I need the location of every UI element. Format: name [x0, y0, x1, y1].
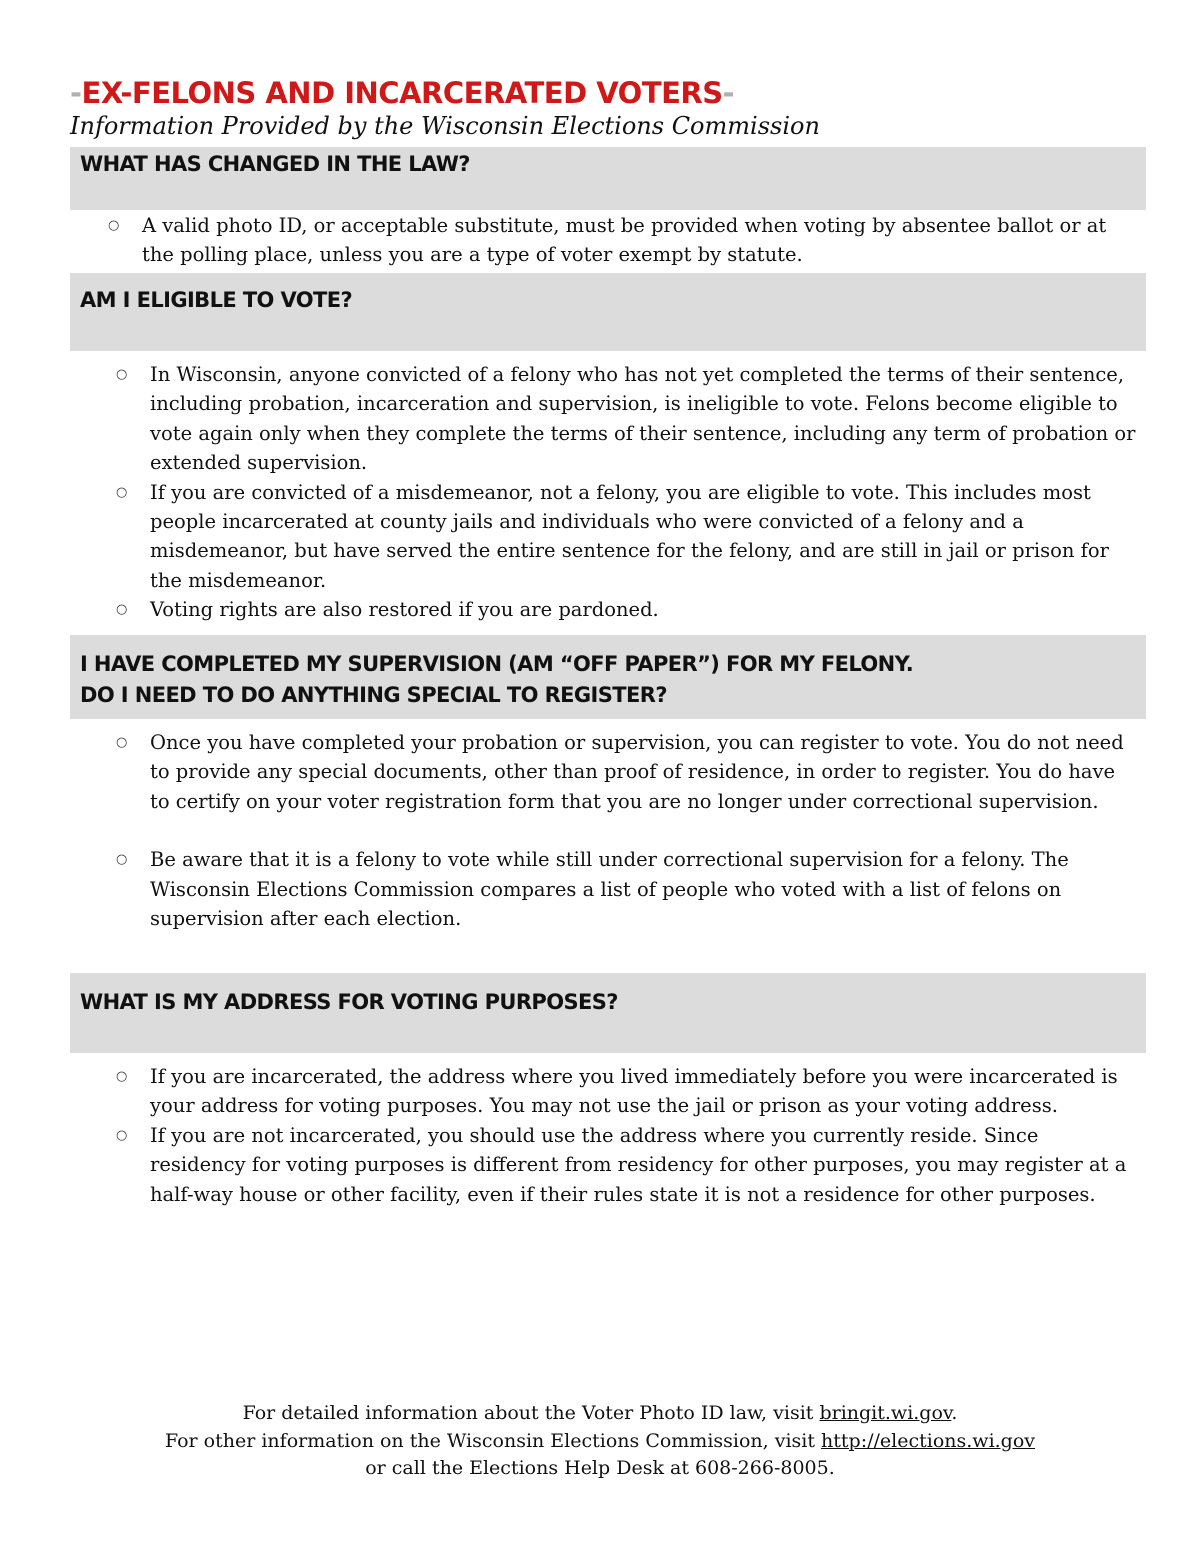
section-list-address — [0, 1062, 1200, 1209]
list-item-text: Voting rights are also restored if you are pardoned. — [150, 598, 659, 622]
list-item-text: If you are incarcerated, the address where you lived immediately before you were incarcerated is your address for voting purposes. You may not use the jail or prison as your voting address. — [150, 1065, 1118, 1118]
section-list-law-change — [0, 211, 1200, 270]
bullet-icon: ○ — [116, 602, 128, 618]
bullet-icon: ○ — [116, 852, 128, 868]
footer-line-photo-id — [0, 1400, 1200, 1428]
section-heading-line1: I HAVE COMPLETED MY SUPERVISION (AM “OFF PAPER”) FOR MY FELONY. — [80, 652, 914, 676]
bullet-icon: ○ — [116, 367, 128, 382]
list-item — [0, 1121, 1200, 1209]
section-header-eligibility — [70, 273, 1146, 351]
section-header-address — [70, 973, 1146, 1053]
title-text: EX-FELONS AND INCARCERATED VOTERS — [81, 76, 723, 110]
bullet-icon: ○ — [116, 735, 128, 750]
list-item — [0, 1062, 1200, 1121]
page-title — [70, 76, 734, 110]
bullet-icon: ○ — [116, 484, 128, 500]
section-header-off-paper — [70, 635, 1146, 719]
footer-text: . — [951, 1402, 958, 1424]
bringit-link[interactable]: bringit.wi.gov — [819, 1402, 952, 1424]
page-subtitle: Information Provided by the Wisconsin Elections Commission — [70, 112, 820, 140]
title-dash-left: - — [70, 76, 82, 110]
list-item-text: If you are convicted of a misdemeanor, not a felony, you are eligible to vote. This includes most people incarcerated at county jails and individuals who were convicted of a felony and a misdemeanor, but have served the entire sentence for the felony, and are still in jail or prison for the misdemeanor. — [150, 480, 1109, 592]
section-header-law-change — [70, 147, 1146, 210]
section-list-eligibility — [0, 360, 1200, 625]
list-item — [0, 360, 1200, 478]
list-item — [0, 211, 1200, 270]
section-heading-line2: DO I NEED TO DO ANYTHING SPECIAL TO REGISTER? — [80, 683, 667, 707]
section-list-off-paper — [0, 728, 1200, 933]
list-item — [0, 595, 1200, 624]
footer-line-commission — [0, 1428, 1200, 1456]
list-item-text: Be aware that it is a felony to vote while still under correctional supervision for a felony. The Wisconsin Elections Commission compares a list of people who voted with a list of felons on supervision after each election. — [150, 848, 1069, 931]
title-dash-right: - — [722, 76, 735, 110]
page-footer — [0, 1400, 1200, 1483]
bullet-icon: ○ — [116, 1069, 128, 1084]
list-item-text: A valid photo ID, or acceptable substitute, must be provided when voting by absentee ballot or at the polling place, unless you are a type of voter exempt by statute. — [142, 214, 1107, 267]
bullet-icon: ○ — [108, 218, 120, 233]
list-item — [0, 728, 1200, 816]
list-item-text: In Wisconsin, anyone convicted of a felony who has not yet completed the terms of their sentence, including probation, incarceration and supervision, is ineligible to vote. Felons become eligible to vote again only when they complete the terms of their sentence, including any term of probation or extended supervision. — [150, 363, 1136, 475]
section-heading: WHAT IS MY ADDRESS FOR VOTING PURPOSES? — [80, 990, 618, 1014]
footer-text: For detailed information about the Voter Photo ID law, visit — [242, 1402, 820, 1424]
list-item-text: If you are not incarcerated, you should use the address where you currently reside. Since residency for voting purposes is different from residency for other purposes, you may register at a half-way house or other facility, even if their rules state it is not a residence for other purposes. — [150, 1123, 1127, 1206]
elections-link[interactable]: http://elections.wi.gov — [821, 1429, 1036, 1452]
footer-line-helpdesk: or call the Elections Help Desk at 608-266-8005. — [365, 1457, 835, 1479]
section-heading: AM I ELIGIBLE TO VOTE? — [80, 288, 353, 312]
bullet-icon: ○ — [116, 1127, 128, 1143]
list-item — [0, 845, 1200, 933]
footer-text: For other information on the Wisconsin Elections Commission, visit — [164, 1429, 822, 1452]
list-item-text: Once you have completed your probation or supervision, you can register to vote. You do not need to provide any special documents, other than proof of residence, in order to register. You do have to certify on your voter registration form that you are no longer under correctional supervision. — [150, 731, 1124, 813]
section-heading: WHAT HAS CHANGED IN THE LAW? — [80, 152, 470, 176]
list-item — [0, 478, 1200, 596]
